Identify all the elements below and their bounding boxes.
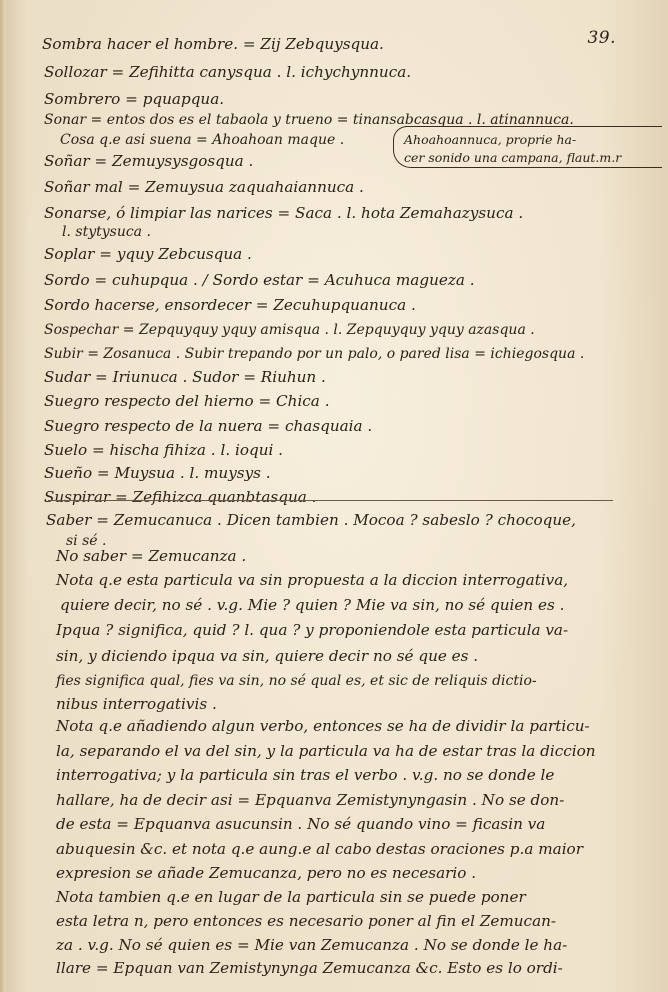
page-number: 39. [587, 28, 616, 48]
note-line: quiere decir, no sé . v.g. Mie ? quien ? Mie va sin, no sé quien es . [60, 596, 565, 614]
entry-line: Suegro respecto de la nuera = chasquaia . [44, 417, 373, 435]
note-line: nibus interrogativis . [56, 695, 217, 713]
entry-line: Sonarse, ó limpiar las narices = Saca . l. hota Zemahazysuca . [44, 204, 524, 222]
entry-line: Suelo = hischa fihiza . l. ioqui . [44, 441, 283, 459]
entry-line: Suegro respecto del hierno = Chica . [44, 392, 330, 410]
note-line: za . v.g. No sé quien es = Mie van Zemucanza . No se donde le ha- [56, 936, 568, 954]
entry-line: Soñar mal = Zemuysua zaquahaiannuca . [44, 178, 364, 196]
note-line: hallare, ha de decir asi = Epquanva Zemistynyngasin . No se don- [56, 791, 565, 809]
page-edge [0, 0, 6, 992]
entry-line: si sé . [66, 533, 107, 549]
note-line: Nota q.e añadiendo algun verbo, entonces se ha de dividir la particu- [56, 717, 590, 735]
note-line: interrogativa; y la particula sin tras el verbo . v.g. no se donde le [56, 766, 555, 784]
entry-line: Sordo = cuhupqua . / Sordo estar = Acuhuca magueza . [44, 271, 475, 289]
note-line: Ipqua ? significa, quid ? l. qua ? y proponiendole esta particula va- [56, 621, 569, 639]
note-line: sin, y diciendo ipqua va sin, quiere decir no sé que es . [56, 647, 479, 665]
note-line: la, separando el va del sin, y la particula va ha de estar tras la diccion [56, 742, 596, 760]
entry-line: Cosa q.e asi suena = Ahoahoan maque . [60, 132, 345, 148]
note-line: Nota tambien q.e en lugar de la particula sin se puede poner [56, 888, 526, 906]
note-line: abuquesin &c. et nota q.e aung.e al cabo destas oraciones p.a maior [56, 840, 583, 858]
entry-line: Subir = Zosanuca . Subir trepando por un palo, o pared lisa = ichiegosqua . [44, 346, 585, 362]
note-line: Nota q.e esta particula va sin propuesta a la diccion interrogativa, [56, 571, 569, 589]
entry-line: Sudar = Iriunuca . Sudor = Riuhun . [44, 368, 326, 386]
entry-line: Sombra hacer el hombre. = Zij Zebquysqua. [42, 35, 384, 53]
entry-line: Sonar = entos dos es el tabaola y trueno = tinansabcasqua . l. atinannuca. [44, 112, 574, 128]
entry-line: Sollozar = Zefihitta canysqua . l. ichychynnuca. [44, 63, 412, 81]
note-line: fies significa qual, fies va sin, no sé qual es, et sic de reliquis dictio- [56, 673, 537, 689]
note-line: expresion se añade Zemucanza, pero no es necesario . [56, 864, 477, 882]
entry-line: Saber = Zemucanuca . Dicen tambien . Mocoa ? sabeslo ? chocoque, [46, 511, 576, 529]
note-line: esta letra n, pero entonces es necesario poner al fin el Zemucan- [56, 912, 557, 930]
entry-line: Sueño = Muysua . l. muysys . [44, 464, 271, 482]
margin-note-line: Ahoahoannuca, proprie ha- [404, 132, 577, 147]
entry-line: l. stytysuca . [62, 224, 151, 240]
entry-line: Sospechar = Zepquyquy yquy amisqua . l. Zepquyquy yquy azasqua . [44, 322, 535, 338]
margin-note-line: cer sonido una campana, flaut.m.r [404, 150, 622, 165]
entry-line: Sombrero = pquapqua. [44, 90, 225, 108]
entry-line: Soñar = Zemuysysgosqua . [44, 152, 254, 170]
note-line: de esta = Epquanva asucunsin . No sé quando vino = ficasin va [56, 815, 546, 833]
entry-line: No saber = Zemucanza . [56, 547, 247, 565]
entry-line: Sordo hacerse, ensordecer = Zecuhupquanuca . [44, 296, 416, 314]
entry-line: Suspirar = Zefihizca quanbtasqua . [44, 488, 317, 506]
note-line: llare = Epquan van Zemistynynga Zemucanza &c. Esto es lo ordi- [56, 959, 563, 977]
entry-line: Soplar = yquy Zebcusqua . [44, 245, 252, 263]
section-divider [48, 500, 613, 501]
